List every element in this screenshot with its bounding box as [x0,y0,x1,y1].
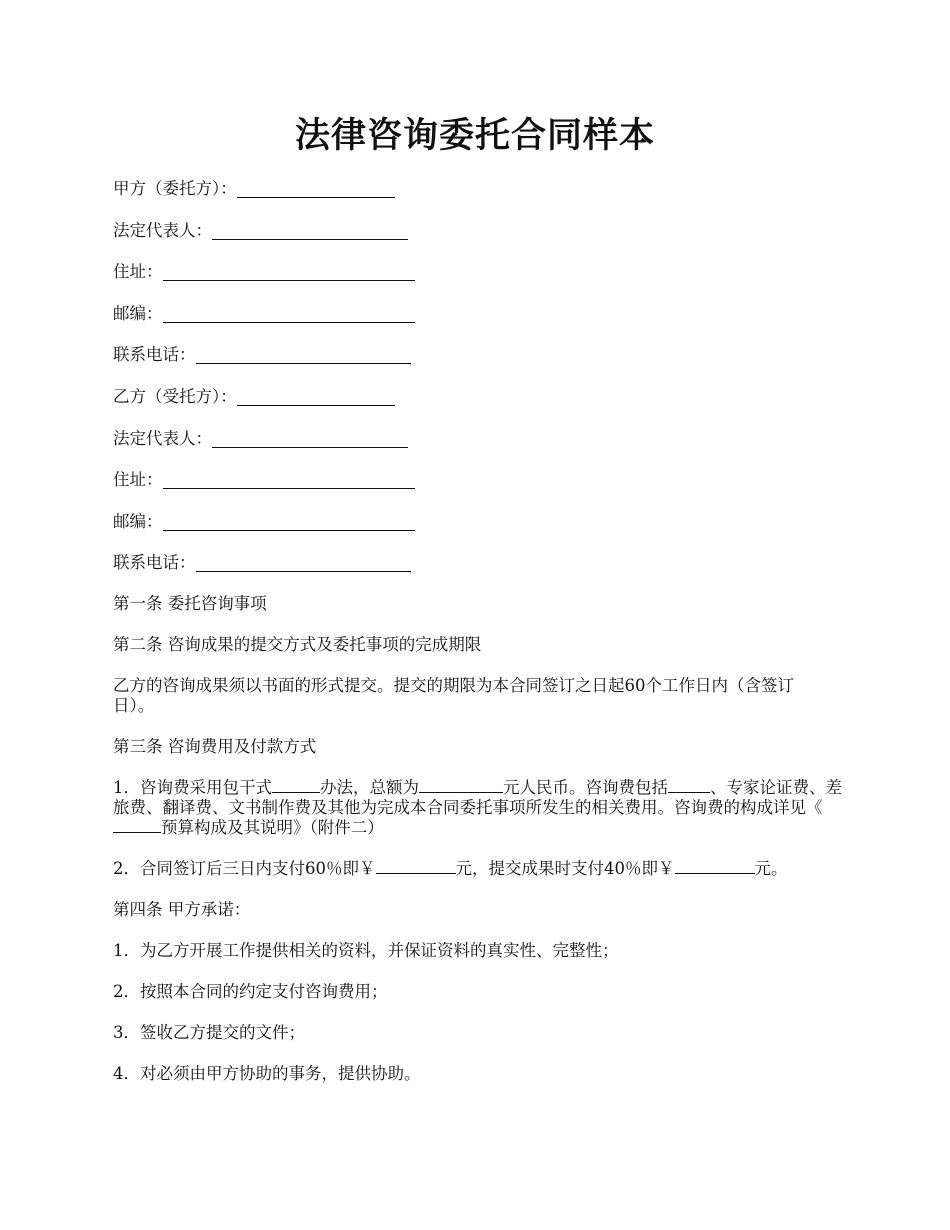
party-b-rep-blank[interactable] [212,430,408,448]
party-a-address-label: 住址： [113,262,163,282]
article-3-item-1-text-2: 办法，总额为 [320,777,419,797]
document-body [113,178,853,1105]
article-3-item-2-text-2: 元，提交成果时支付40％即￥ [455,858,675,878]
article-3-item-1-text-4: 、专家论证费、差旅费、翻译费、文书制作费及其他为完成本合同委托事项所发生的相关费用。咨询费的构成详见《 [113,777,842,817]
party-b-address-blank[interactable] [163,471,415,489]
party-a-phone-label: 联系电话： [113,345,196,365]
article-4-item-4: 4．对必须由甲方协助的事务，提供协助。 [113,1063,421,1083]
party-a-zip-blank[interactable] [163,305,415,323]
party-b-label: 乙方（受托方）： [113,386,237,406]
final-payment-blank[interactable] [675,859,755,874]
first-payment-blank[interactable] [376,859,456,874]
party-b-rep-field [113,428,853,450]
article-3-item-1-text-3: 元人民币。咨询费包括 [503,777,668,797]
party-a-rep-blank[interactable] [212,222,408,240]
party-b-phone-field [113,552,853,574]
article-3-item-2-text-1: 2．合同签订后三日内支付60％即￥ [113,858,376,878]
party-b-zip-label: 邮编： [113,511,163,531]
party-a-zip-label: 邮编： [113,303,163,323]
party-b-zip-blank[interactable] [163,513,415,531]
budget-blank[interactable] [113,818,161,833]
total-amount-blank[interactable] [419,778,503,793]
party-a-address-blank[interactable] [163,263,415,281]
party-a-name-blank[interactable] [237,180,395,198]
party-a-rep-label: 法定代表人： [113,220,212,240]
article-1-heading: 第一条 委托咨询事项 [113,593,267,613]
document-title: 法律咨询委托合同样本 [294,115,655,156]
party-a-phone-blank[interactable] [196,346,411,364]
party-b-phone-blank[interactable] [196,554,411,572]
party-b-name-blank[interactable] [237,388,395,406]
article-4-heading: 第四条 甲方承诺： [113,899,251,919]
party-a-address-field [113,261,853,283]
article-3-item-1 [113,778,853,838]
article-2-body: 乙方的咨询成果须以书面的形式提交。提交的期限为本合同签订之日起60个工作日内（含签订日）。 [113,675,794,715]
article-4-item-1: 1．为乙方开展工作提供相关的资料，并保证资料的真实性、完整性； [113,940,619,960]
party-b-rep-label: 法定代表人： [113,428,212,448]
party-b-zip-field [113,511,853,533]
article-3-heading: 第三条 咨询费用及付款方式 [113,736,317,756]
party-a-zip-field [113,303,853,325]
party-b-address-label: 住址： [113,470,163,490]
article-4-item-3: 3．签收乙方提交的文件； [113,1022,305,1042]
method-blank[interactable] [272,778,320,793]
article-2-heading: 第二条 咨询成果的提交方式及委托事项的完成期限 [113,634,482,654]
party-a-name-field [113,178,853,200]
fee-includes-blank[interactable] [668,778,710,793]
article-3-item-1-text-5: 预算构成及其说明》（附件二） [161,817,384,837]
party-a-phone-field [113,344,853,366]
article-4-item-2: 2．按照本合同的约定支付咨询费用； [113,981,388,1001]
party-a-label: 甲方（委托方）： [113,179,237,198]
party-b-phone-label: 联系电话： [113,553,196,573]
article-3-item-1-text-1: 1．咨询费采用包干式 [113,777,272,797]
article-3-item-2 [113,859,853,879]
party-a-rep-field [113,220,853,242]
article-3-item-2-text-3: 元。 [754,858,788,878]
party-b-name-field [113,386,853,408]
party-b-address-field [113,469,853,491]
